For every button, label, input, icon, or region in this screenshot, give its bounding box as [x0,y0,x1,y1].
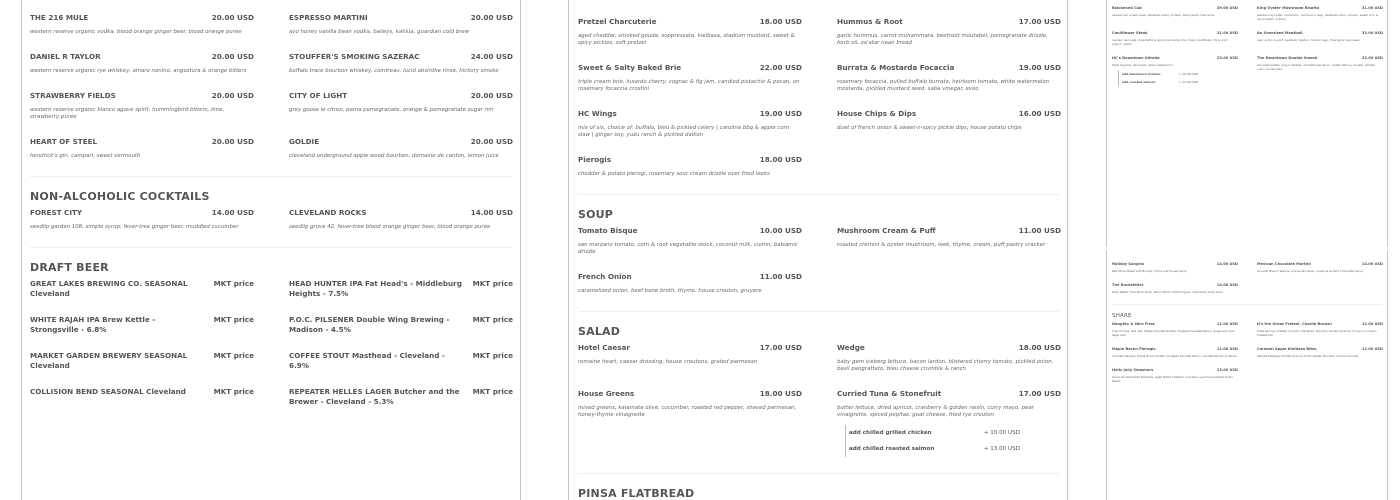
item-description: western reserve organic vodka, blood orange ginger beer, blood orange purée [30,29,242,35]
item-header [837,226,1061,236]
addon-list [845,425,1020,457]
item-name: STRAWBERRY FIELDS [30,91,116,100]
addon-name: add blackened chicken [1122,72,1161,76]
menu-item[interactable] [30,351,254,387]
item-header [1257,6,1383,11]
item-header [1257,31,1383,36]
item-price: 31.00 USD [1361,6,1383,10]
item-name: COLLISION BEND SEASONAL Cleveland [30,387,186,396]
menu-item[interactable] [30,52,254,91]
item-header [289,137,513,147]
item-grid [578,226,1059,311]
menu-panel-drinks [21,0,521,500]
item-price: 18.00 USD [1018,343,1061,352]
item-description: western reserve organic blanco agave spirit, hummingbird bitters, lime, strawberry purée [30,107,225,120]
menu-item[interactable] [289,137,513,176]
item-header [30,387,254,397]
item-description: Twice Smashed Red Potatoes, Aged White Cheddar, Cranberry and Caramelized Onion Relish [1112,375,1233,383]
item-name: The Rockefeller [1112,283,1144,287]
item-header [578,63,802,73]
item-name: Caramel Apple Kielbasa Bites [1257,347,1317,351]
item-grid [30,13,512,176]
item-name: Holly Jolly Smashers [1112,368,1154,372]
item-header [837,109,1061,119]
item-price: MKT price [472,387,513,396]
menu-item[interactable] [1112,283,1238,304]
section-title: SHARE [1112,313,1132,319]
item-description: Luxardo Blanco Tequila, Creme de Cacao, Cayenne & Dark Chocolate Syrup [1257,269,1363,273]
item-header [1112,6,1238,11]
addon-option[interactable] [849,441,1020,457]
menu-item[interactable] [1112,262,1238,283]
item-price: 23.00 USD [1361,56,1383,60]
menu-item[interactable] [30,13,254,52]
item-header [289,91,513,101]
item-price: 31.00 USD [1216,31,1238,35]
item-description: Fried German Pretzel, Pumpkin Pie Spice, Bourbon Vanilla Caramel, Cinnamon Cream Cheese Dip [1257,329,1377,337]
menu-item[interactable] [289,387,513,423]
item-price: 19.00 USD [1018,63,1061,72]
item-header [837,389,1061,399]
item-name: CLEVELAND ROCKS [289,208,367,217]
item-name: Tomato Bisque [578,226,638,235]
item-description: rosemary focaccia, pulled buffalo burrata, heirloom tomato, white watermelon mostarda, pickled mustard seed, saba vinegar, evoo [837,79,1050,92]
item-price: 12.00 USD [1216,322,1238,326]
item-header [578,155,802,165]
item-name: Naughty & Nice Fries [1112,322,1155,326]
item-name: WHITE RAJAH IPA Brew Kettle - Strongsville - 6.8% [30,315,156,334]
menu-item[interactable] [837,109,1061,155]
item-grid [1112,262,1382,304]
item-grid [578,17,1059,194]
item-header [1112,368,1238,373]
item-price: 24.00 USD [470,52,513,61]
item-header [1112,262,1238,267]
item-description: caramelized onion, beef bone broth, thyme, house crouton, gruyere [578,288,762,294]
addon-price: + 13.00 USD [983,446,1020,452]
item-header [1112,347,1238,352]
item-header [289,52,513,62]
item-name: COFFEE STOUT Masthead - Cleveland - 6.9% [289,351,445,370]
item-name: House Chips & Dips [837,109,917,118]
section-title: DRAFT BEER [30,261,109,274]
menu-preview-holiday [1106,250,1388,500]
menu-item[interactable] [837,389,1061,473]
menu-item[interactable] [289,279,513,315]
item-price: 20.00 USD [470,91,513,100]
item-header [289,315,513,335]
item-header [578,272,802,282]
item-name: Burrata & Mostarda Focaccia [837,63,955,72]
item-price: 12.00 USD [1361,347,1383,351]
menu-item[interactable] [1257,347,1383,368]
item-name: HEART OF STEEL [30,137,98,146]
item-description: harissa marinade, bruschetta & apricot piccante rice, crispy cauliflower, fig & mint yogurt, radish [1112,38,1228,46]
menu-item[interactable] [30,279,254,315]
item-price: 20.00 USD [211,91,254,100]
menu-section [1112,6,1382,96]
item-price: 19.00 USD [759,109,802,118]
menu-item[interactable] [578,17,802,63]
item-description: western reserve organic rye whiskey, amaro nonino, angostura & orange bitters [30,68,247,74]
item-name: REPEATER HELLES LAGER Butcher and the Brewer - Cleveland - 5.3% [289,387,460,406]
item-header [1112,322,1238,327]
item-description: seedlip grove 42, fever-tree blood orange ginger beer, blood orange purée [289,224,491,230]
menu-item[interactable] [578,272,802,311]
menu-item[interactable] [289,91,513,137]
item-price: 18.00 USD [759,155,802,164]
section-title: SOUP [578,208,614,221]
menu-item[interactable] [578,389,802,473]
item-grid [30,279,512,423]
menu-item[interactable] [578,155,802,194]
menu-item[interactable] [1257,322,1383,347]
menu-item[interactable] [1112,56,1238,96]
item-name: GREAT LAKES BREWING CO. SEASONAL Cleveland [30,279,188,298]
item-header [1257,347,1383,352]
item-description: Even Better Than Back Gold...Rémi Martin VSOP Cognac, Drambuie, Lime Juice [1112,290,1223,294]
item-description: roasted cremini & oyster mushroom, leek, thyme, cream, puff pastry cracker [837,242,1046,248]
item-price: 14.00 USD [1361,262,1383,266]
menu-item[interactable] [30,315,254,351]
item-price: 20.00 USD [211,52,254,61]
item-name: MARKET GARDEN BREWERY SEASONAL Cleveland [30,351,188,370]
item-price: 18.00 USD [759,389,802,398]
menu-item[interactable] [289,13,513,52]
item-price: 14.00 USD [211,208,254,217]
menu-item[interactable] [837,17,1061,63]
menu-preview-entrees [1106,0,1388,247]
menu-section [578,311,1059,473]
item-description: duet of french onion & sweet-n-spicy pickle dips, house potato chips [837,125,1022,131]
menu-item[interactable] [578,109,802,155]
item-description: buffalo trace bourbon whiskey, cointreau, lucid absinthe rinse, hickory smoke [289,68,499,74]
menu-panel-food [568,0,1068,500]
item-price: 20.00 USD [211,13,254,22]
menu-item[interactable] [1257,56,1383,96]
item-name: DANIEL R TAYLOR [30,52,101,61]
item-header [1257,56,1383,61]
menu-item[interactable] [1257,6,1383,31]
item-description: baby gem iceberg lettuce, bacon lardon, blistered cherry tomato, pickled onion, basil pangrattato, bleu cheese crumble & ranch [837,359,1054,372]
item-header [289,13,513,23]
item-price: 14.00 USD [1216,283,1238,287]
menu-item[interactable] [1112,6,1238,31]
item-price: 11.00 USD [759,272,802,281]
item-header [30,315,254,335]
item-description: san marzano tomato, corn & root vegetable stock, coconut milk, cumin, balsamic drizzle [578,242,798,255]
addon-name: add chilled roasted salmon [849,446,935,452]
item-header [30,52,254,62]
item-price: 18.00 USD [759,17,802,26]
item-price: 16.00 USD [1018,109,1061,118]
item-price: 14.00 USD [1216,262,1238,266]
item-price: 22.00 USD [759,63,802,72]
item-price: 33.00 USD [1361,31,1383,35]
addon-option[interactable] [849,425,1020,441]
item-header [30,208,254,218]
menu-item[interactable] [578,343,802,389]
item-price: 12.00 USD [1216,347,1238,351]
section-title: NON-ALCOHOLIC COCKTAILS [30,190,210,203]
item-name: The Downtown Double Smash [1257,56,1318,60]
item-header [837,63,1061,73]
menu-item[interactable] [1112,31,1238,56]
item-header [289,387,513,407]
item-header [578,226,802,236]
item-description: ayo honey vanilla bean vodka, baileys, kahlúa, guardian cold brew [289,29,470,35]
item-name: It's the Great Pretzel, Charlie Brown! [1257,322,1333,326]
menu-item[interactable] [1112,322,1238,347]
item-header [1112,283,1238,288]
item-price: MKT price [213,387,254,396]
addon-price: + 10.00 USD [983,430,1020,436]
item-header [1257,322,1383,327]
item-name: Hummus & Root [837,17,903,26]
item-header [837,343,1061,353]
menu-section [1112,304,1382,393]
item-header [1257,262,1383,267]
item-description: triple cream brie, luxardo cherry, cognac & fig jam, candied pistachio & pecan, on rosemary focaccia crostini [578,79,800,92]
item-name: STOUFFER'S SMOKING SAZERAC [289,52,420,61]
item-price: 39.00 USD [1216,6,1238,10]
menu-section [30,247,512,423]
item-name: GOLDIE [289,137,320,146]
item-description: grey goose le citron, pama pomegranate, orange & pomegranate sugar rim [289,107,494,113]
item-name: THE 216 MULE [30,13,89,22]
item-name: HEAD HUNTER IPA Fat Head's - Middleburg Heights - 7.5% [289,279,462,298]
menu-item[interactable] [1257,31,1383,56]
item-price: 17.00 USD [1018,389,1061,398]
item-price: MKT price [472,351,513,360]
item-description: seared king oyster mushroom, mushroom ragu, blistered cherry tomato, sweet corn & carrot pesto, arborio [1257,13,1379,21]
item-name: An Oversized Meatball [1257,31,1303,35]
item-name: Sweet & Salty Baked Brie [578,63,682,72]
item-price: 10.00 USD [759,226,802,235]
item-price: 17.00 USD [759,343,802,352]
item-name: French Onion [578,272,632,281]
item-header [30,91,254,101]
item-price: MKT price [213,315,254,324]
item-price: 13.00 USD [1216,368,1238,372]
item-name: Pretzel Charcuterie [578,17,657,26]
item-header [578,109,802,119]
menu-item[interactable] [1112,347,1238,368]
item-description: mixed greens, kalamata olive, cucumber, roasted red pepper, shaved parmesan, honey-thyme vinaigrette [578,405,797,418]
menu-item[interactable] [578,226,802,272]
item-header [30,351,254,371]
menu-item[interactable] [289,208,513,247]
item-name: HC Wings [578,109,617,118]
item-name: CITY OF LIGHT [289,91,348,100]
item-name: P.O.C. PILSENER Double Wing Brewing - Madison - 4.5% [289,315,450,334]
item-name: House Greens [578,389,635,398]
item-description: French Fries, Sea Salt, Maple Chipotle Drizzle, Chopped Candied Bacon, Rosemary Salt, Sage Aioli [1112,329,1235,337]
item-price: MKT price [472,315,513,324]
addon-option[interactable] [1122,70,1198,78]
section-title: SALAD [578,325,621,338]
item-description: Smoked Pierogis, Maple Brown Butter, Chopped Candied Bacon, Candied Pecans & Pecan [1112,354,1238,358]
menu-item[interactable] [30,387,254,423]
item-name: Pierogis [578,155,611,164]
addon-list [1118,70,1198,86]
item-name: Wedge [837,343,865,352]
item-description: two beef patties, sharp cheddar, smokehouse bacon, butter lettuce, tomato, pickled onion, house fries [1257,63,1375,71]
addon-name: add chilled grilled chicken [849,430,932,436]
item-name: FOREST CITY [30,208,83,217]
menu-item[interactable] [1112,368,1238,393]
menu-item[interactable] [30,137,254,176]
item-name: ESPRESSO MARTINI [289,13,368,22]
menu-item[interactable] [837,343,1061,389]
menu-section [578,473,1059,500]
item-grid [578,343,1059,473]
addon-option[interactable] [1122,78,1198,86]
item-price: 11.00 USD [1018,226,1061,235]
item-price: 20.00 USD [211,137,254,146]
section-title: PINSA FLATBREAD [578,487,695,500]
item-header [30,279,254,299]
item-price: MKT price [472,279,513,288]
item-header [1112,56,1238,61]
menu-section [578,194,1059,311]
menu-item[interactable] [578,63,802,109]
item-grid [1112,6,1382,96]
menu-item[interactable] [1257,262,1383,283]
item-header [837,17,1061,27]
menu-section [30,13,512,176]
item-price: 25.00 USD [1216,56,1238,60]
item-price: 20.00 USD [470,13,513,22]
item-name: Hotel Caesar [578,343,630,352]
item-price: 12.00 USD [1361,322,1383,326]
item-header [578,389,802,399]
item-description: Red Wine Muled with Brandy, Citrus and House Syrup [1112,269,1187,273]
item-name: Curried Tuna & Stonefruit [837,389,942,398]
item-description: romaine heart, caesar dressing, house croutons, grated parmesan [578,359,758,365]
item-name: King Oyster Mushroom Risotto [1257,6,1320,10]
item-description: fresh linguine, parmesan, black peppercorn [1112,63,1174,67]
item-description: cleveland underground apple wood bourbon, domaine de canton, lemon juice [289,153,499,159]
item-description: veal, sirloin & pork meatball, rigatoni, tomato ragu, fried garlic parmesan [1257,38,1360,42]
addon-price: + 13.00 USD [1178,80,1198,84]
item-header [289,351,513,371]
item-name: Blackened Cod [1112,6,1142,10]
item-price: MKT price [213,351,254,360]
menu-section [578,17,1059,194]
item-name: Maple Bacon Pierogis [1112,347,1156,351]
menu-item[interactable] [30,208,254,247]
item-description: garlic hummus, carrot muhammara, beetroot moutabel, pomegranate drizzle, herb oil, za'atar naan bread [837,33,1048,46]
item-description: aged cheddar, smoked gouda, soppressata, kielbasa, stadium mustard, sweet & spicy pickles, soft pretzel [578,33,795,46]
addon-name: add roasted salmon [1122,80,1156,84]
menu-section [30,176,512,247]
item-header [289,279,513,299]
item-description: seared cod, potato pave, blistered cherry tomato, black garlic chermoula [1112,13,1215,17]
menu-item[interactable] [289,52,513,91]
item-name: Mexican Chocolate Martini [1257,262,1311,266]
item-header [578,17,802,27]
menu-item[interactable] [289,315,513,351]
addon-price: + 10.00 USD [1178,72,1198,76]
item-header [30,13,254,23]
item-grid [1112,322,1382,393]
item-price: 20.00 USD [470,137,513,146]
item-price: 17.00 USD [1018,17,1061,26]
menu-item[interactable] [837,63,1061,109]
menu-item[interactable] [30,91,254,137]
item-description: Seared Kielbasa, Pickled Granny Smith Apples, Bourbon Vanilla Caramel [1257,354,1359,358]
item-description: mix of six, choice of: buffalo, bleu & pickled celery | carolina bbq & apple corn slaw | ginger soy, yuzu ranch & pickled daikon [578,125,790,138]
item-description: cheddar & potato pierogi, rosemary sour cream drizzle over fried leeks [578,171,770,177]
item-name: HC's Downtown Alfredo [1112,56,1160,60]
item-price: MKT price [213,279,254,288]
menu-item[interactable] [289,351,513,387]
menu-section [1112,262,1382,304]
menu-item[interactable] [837,226,1061,272]
item-price: 14.00 USD [470,208,513,217]
item-header [30,137,254,147]
item-description: seedlip garden 108, simple syrup, fever-tree ginger beer, muddled cucumber [30,224,239,230]
item-name: Holiday Sangria [1112,262,1144,266]
item-name: Cauliflower Steak [1112,31,1148,35]
item-description: butter lettuce, dried apricot, cranberry & golden raisin, curry mayo, pear vinaigrette, spiced pepitas, goat cheese, fried rye crouton [837,405,1034,418]
item-grid [30,208,512,247]
item-name: Mushroom Cream & Puff [837,226,936,235]
item-header [578,343,802,353]
item-description: hendrick's gin, campari, sweet vermouth [30,153,141,159]
item-header [289,208,513,218]
item-header [1112,31,1238,36]
